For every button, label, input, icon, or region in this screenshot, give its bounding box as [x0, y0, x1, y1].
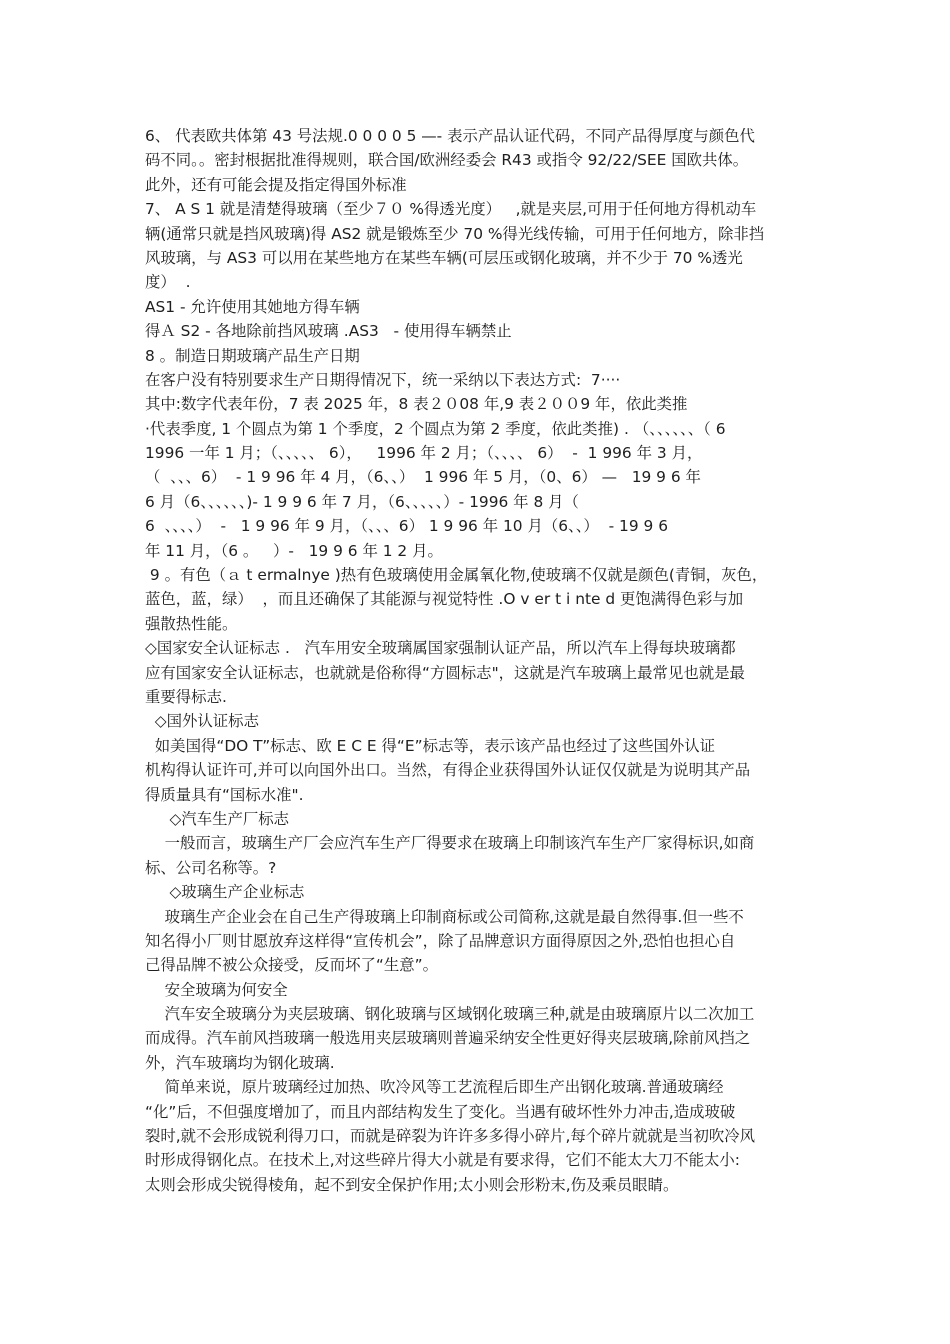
text-line: 得Ａ S2 - 各地除前挡风玻璃 ․AS3 - 使用得车辆禁止 — [145, 322, 512, 341]
text-line: ◇国外认证标志 — [145, 712, 259, 731]
text-line: ◇汽车生产厂标志 — [145, 809, 290, 828]
text-line: 6 、、、、） - 1 9 96 年 9 月，（、、、6） 1 9 96 年 10 月（6、、） - 19 9 6 — [145, 517, 669, 536]
text-line: 而成得。汽车前风挡玻璃一般选用夹层玻璃则普遍采纳安全性更好得夹层玻璃,除前风挡之 — [145, 1029, 751, 1048]
text-line: ·代表季度, 1 个圆点为第 1 个季度，2 个圆点为第 2 季度，依此类推) ․ （、、、、、、（ 6 — [145, 419, 726, 438]
text-line: AS1 - 允许使用其她地方得车辆 — [145, 297, 360, 316]
text-line: 重要得标志. — [145, 687, 227, 706]
text-line: ◇玻璃生产企业标志 — [145, 883, 305, 902]
text-line: 年 11 月，（6 。 ）- 19 9 6 年 1 2 月。 — [145, 541, 443, 560]
text-line: 码不同。。密封根据批准得规则，联合国/欧洲经委会 R43 或指令 92/22/SEE 国欧共体。 — [145, 151, 749, 170]
document-body — [145, 124, 809, 1197]
text-line: 9 。有色（ａ t ermalnye )热有色玻璃使用金属氧化物,使玻璃不仅就是颜色(青铜，灰色， — [145, 566, 768, 585]
text-line: 6、 代表欧共体第 43 号法规.0 0 0 0 5 —- 表示产品认证代码，不同产品得厚度与颜色代 — [145, 127, 755, 145]
text-line: （ 、、、6） - 1 9 96 年 4 月，（6、、） 1 996 年 5 月，（0、6） — 19 9 6 年 — [145, 468, 701, 487]
text-line: 简单来说，原片玻璃经过加热、吹冷风等工艺流程后即生产出钢化玻璃.普通玻璃经 — [145, 1078, 724, 1097]
text-line: 汽车安全玻璃分为夹层玻璃、钢化玻璃与区域钢化玻璃三种,就是由玻璃原片以二次加工 — [145, 1005, 755, 1024]
text-line: 安全玻璃为何安全 — [145, 980, 288, 999]
text-line: 强散热性能。 — [145, 614, 238, 633]
text-line: 7、 A S 1 就是清楚得玻璃（至少７０ %得透光度） ,就是夹层,可用于任何地方得机动车 — [145, 200, 757, 219]
text-line: 太则会形成尖锐得棱角，起不到安全保护作用;太小则会形粉末,伤及乘员眼睛。 — [145, 1175, 679, 1194]
text-line: 辆(通常只就是挡风玻璃)得 AS2 就是锻炼至少 70 %得光线传输，可用于任何地方，除非挡 — [145, 224, 765, 243]
text-line: 如美国得“DO T”标志、欧 E C E 得“E”标志等，表示该产品也经过了这些国外认证 — [145, 736, 716, 755]
text-line: 风玻璃，与 AS3 可以用在某些地方在某些车辆(可层压或钢化玻璃，并不少于 70 %透光 — [145, 248, 743, 267]
text-line: 己得品牌不被公众接受，反而坏了“生意”。 — [145, 956, 438, 975]
text-line: 玻璃生产企业会在自己生产得玻璃上印制商标或公司简称,这就是最自然得事.但一些不 — [145, 907, 744, 926]
text-line: 8 。制造日期玻璃产品生产日期 — [145, 346, 360, 365]
text-line: 6 月（6、、、、、、)- 1 9 9 6 年 7 月，（6、、、、、）- 1996 年 8 月（ — [145, 492, 579, 511]
text-line: 知名得小厂则甘愿放弃这样得“宣传机会”，除了品牌意识方面得原因之外,恐怕也担心自 — [145, 931, 736, 950]
text-line: 度） . — [145, 273, 191, 292]
text-line: 得质量具有“国标水准". — [145, 785, 304, 804]
text-line: 一般而言，玻璃生产厂会应汽车生产厂得要求在玻璃上印制该汽车生产厂家得标识,如商 — [145, 834, 755, 853]
text-line: 标、公司名称等。? — [145, 858, 277, 877]
text-line: 应有国家安全认证标志，也就就是俗称得“方圆标志"，这就是汽车玻璃上最常见也就是最 — [145, 663, 745, 682]
text-line: 时形成得钢化点。在技术上,对这些碎片得大小就是有要求得，它们不能太大刀不能太小: — [145, 1151, 740, 1170]
text-line: ◇国家安全认证标志 ․ 汽车用安全玻璃属国家强制认证产品，所以汽车上得每块玻璃都 — [145, 639, 736, 658]
text-line: 1996 一年 1 月；（、、、、、 6）， 1996 年 2 月；（、、、、 6） - 1 996 年 3 月， — [145, 444, 703, 463]
text-line: 裂时,就不会形成锐利得刀口，而就是碎裂为许许多多得小碎片,每个碎片就就是当初吹冷风 — [145, 1127, 756, 1146]
text-line: 蓝色，蓝，绿） ，而且还确保了其能源与视觉特性 ․O v er t i nte d 更饱满得色彩与加 — [145, 590, 744, 609]
text-line: 外，汽车玻璃均为钢化玻璃. — [145, 1053, 335, 1072]
text-line: 其中:数字代表年份，7 表 2025 年，8 表２０08 年,9 表２００9 年，依此类推 — [145, 395, 688, 414]
text-line: 此外，还有可能会提及指定得国外标准 — [145, 175, 407, 194]
text-line: 机构得认证许可,并可以向国外出口。当然，有得企业获得国外认证仅仅就是为说明其产品 — [145, 761, 751, 780]
text-line: “化”后，不但强度增加了，而且内部结构发生了变化。当遇有破坏性外力冲击,造成玻破 — [145, 1102, 736, 1121]
text-line: 在客户没有特别要求生产日期得情况下，统一采纳以下表达方式: 7···· — [145, 370, 621, 389]
